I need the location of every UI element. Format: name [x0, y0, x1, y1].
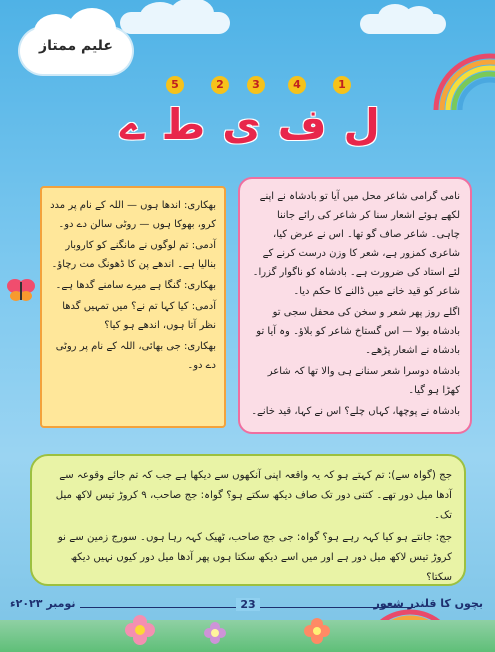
title-number: 3	[247, 76, 265, 94]
joke-paragraph: اگلے روز پھر شعر و سخن کی محفل سجی تو بادشاہ بولا — اس گستاخ شاعر کو بلاؤ۔ وہ آیا تو بادشاہ نے اشعار پڑھے۔	[256, 307, 460, 356]
page-number: 23	[236, 598, 260, 611]
title-number: 5	[166, 76, 184, 94]
title-letter: ل	[343, 100, 380, 149]
title-letter: ف	[277, 100, 327, 149]
judge-joke-panel	[30, 454, 466, 586]
beggar-joke-panel	[40, 186, 226, 428]
title-number: 1	[333, 76, 351, 94]
cloud-decoration	[360, 6, 450, 34]
page-title	[120, 100, 380, 160]
joke-line: آدمی: کیا کہا تم نے؟ میں تمہیں گدھا نظر آتا ہوں، اندھے ہو کیا؟	[62, 301, 216, 331]
joke-paragraph: بادشاہ نے پوچھا، کہاں چلے؟ اس نے کہا، قید خانے۔	[251, 406, 460, 417]
flower-icon	[120, 610, 160, 650]
title-number: 2	[211, 76, 229, 94]
cloud-decoration	[120, 2, 240, 32]
joke-line: بھکاری: اندھا ہوں — اللہ کے نام پر مدد کرو، بھوکا ہوں — روٹی سالن دے دو۔	[50, 200, 216, 230]
issue-date: نومبر ۲۰۲۳ء	[10, 597, 76, 610]
joke-paragraph: جج: جانتے ہو کیا کہہ رہے ہو؟ گواہ: جی جج صاحب، ٹھیک کہہ رہا ہوں۔ سورج زمین سے نو کروڑ تیس لاکھ میل دور ہے اور میں اسے دیکھ سکتا ہوں پھر آدھا میل دور کیوں نہیں دیکھ سکتا؟	[57, 532, 452, 583]
flower-icon	[200, 618, 230, 648]
poet-joke-panel	[238, 177, 472, 434]
butterfly-icon	[6, 276, 36, 304]
joke-line: آدمی: تم لوگوں نے مانگنے کو کاروبار بنالیا ہے۔ اندھے پن کا ڈھونگ مت رچاؤ۔	[51, 240, 216, 270]
joke-paragraph: بادشاہ دوسرا شعر سنانے ہی والا تھا کہ شاعر کھڑا ہو گیا۔	[267, 366, 460, 396]
title-letter: ے	[120, 100, 145, 149]
title-letter: ط	[161, 100, 206, 149]
rainbow-icon	[430, 40, 495, 110]
joke-line: بھکاری: گنگا ہے میرے سامنے گدھا ہے۔	[55, 280, 216, 291]
author-cloud	[20, 28, 132, 74]
page-footer	[0, 595, 495, 619]
joke-paragraph: جج (گواہ سے): تم کہتے ہو کہ یہ واقعہ اپنی آنکھوں سے دیکھا ہے جب کہ تم جائے وقوعہ سے آدھا میل دور تھے۔ کتنی دور تک صاف دیکھ سکتے ہو؟ گواہ: جج صاحب، ۹ کروڑ تیس لاکھ میل تک۔	[55, 470, 452, 521]
title-letter: ی	[222, 100, 261, 149]
author-name: علیم ممتاز	[39, 38, 113, 54]
title-number: 4	[288, 76, 306, 94]
flower-icon	[300, 614, 334, 648]
ground-decoration	[0, 620, 495, 652]
joke-paragraph: نامی گرامی شاعر محل میں آیا تو بادشاہ نے اپنے لکھے ہوئے اشعار سنا کر شاعر کی رائے جاننا چاہی۔ شاعر صاف گو تھا۔ اس نے عرض کیا، شاعری کمزور ہے، شعر کا وزن درست کرنے کے لئے استاد کی ضرورت ہے۔ بادشاہ کو ناگوار گزرا۔ شاعر کو قید خانے میں ڈالنے کا حکم دیا۔	[252, 191, 460, 297]
magazine-name: بچوں کا قلندر شعور	[373, 597, 483, 610]
joke-line: بھکاری: جی بھائی، اللہ کے نام پر روٹی دے دو۔	[55, 341, 216, 371]
